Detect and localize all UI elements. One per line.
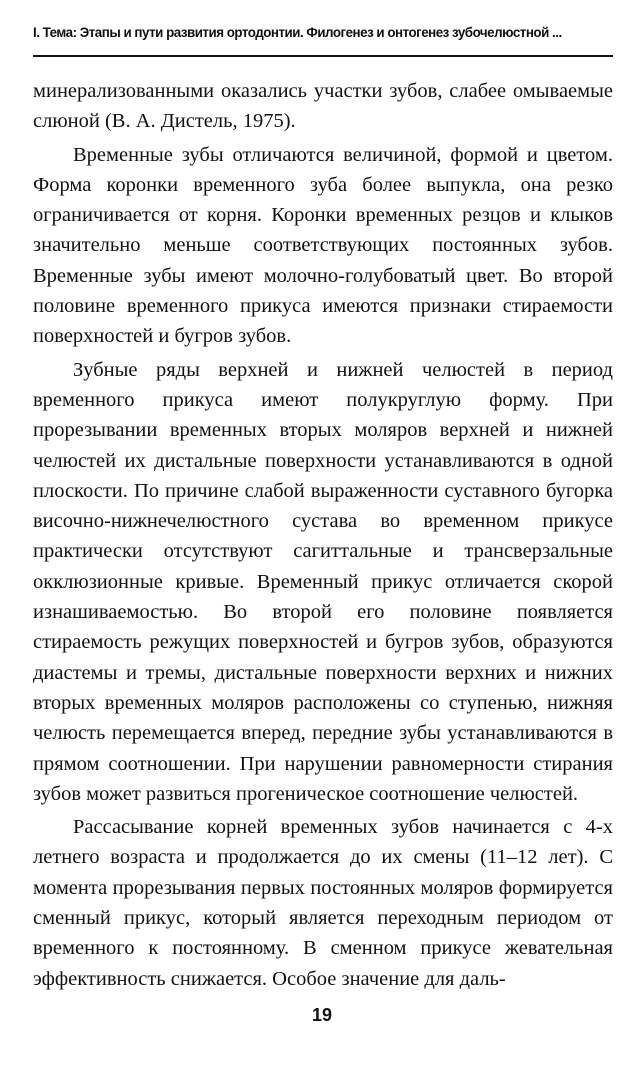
running-header: I. Тема: Этапы и пути развития ортодонтии. Филогенез и онтогенез зубочелюстной ...	[33, 25, 562, 40]
paragraph-temporary-teeth: Временные зубы отличаются величиной, формой и цветом. Форма коронки временного зуба более выпукла, она резко ограничивается от корня. Коронки временных резцов и клыков значительно меньше соответствующих постоянных зубов. Временные зубы имеют молочно-голубоватый цвет. Во второй половине временного прикуса имеются признаки стираемости поверхностей и бугров зубов.	[33, 143, 613, 348]
paragraph-continuation: минерализованными оказались участки зубов, слабее омываемые слюной (В. А. Дистель, 1975).	[33, 80, 613, 133]
paragraph-dental-arches: Зубные ряды верхней и нижней челюстей в период временного прикуса имеют полукруглую форму. При прорезывании временных вторых моляров верхней и нижней челюстей их дистальные поверхности устанавливаются в одной плоскости. По причине слабой выраженности суставного бугорка височно-нижнечелюстного сустава во временном прикусе практически отсутствуют сагиттальные и трансверзальные окклюзионные кривые. Временный прикус отличается скорой изнашиваемостью. Во второй его половине появляется стираемость режущих поверхностей и бугров зубов, образуются диастемы и тремы, дистальные поверхности верхних и нижних вторых временных моляров расположены со ступенью, нижняя челюсть перемещается вперед, передние зубы устанавливаются в прямом соотношении. При нарушении равномерности стирания зубов может развиться прогеническое соотношение челюстей.	[33, 358, 613, 805]
header-rule	[33, 55, 613, 57]
page-number: 19	[311, 1005, 333, 1025]
paragraph-root-resorption: Рассасывание корней временных зубов начинается с 4-х летнего возраста и продолжается до их смены (11–12 лет). С момента прорезывания первых постоянных моляров формируется сменный прикус, который является переходным периодом от временного к постоянному. В сменном прикусе жевательная эффективность снижается. Особое значение для даль-	[33, 816, 613, 990]
body-text	[33, 76, 613, 994]
